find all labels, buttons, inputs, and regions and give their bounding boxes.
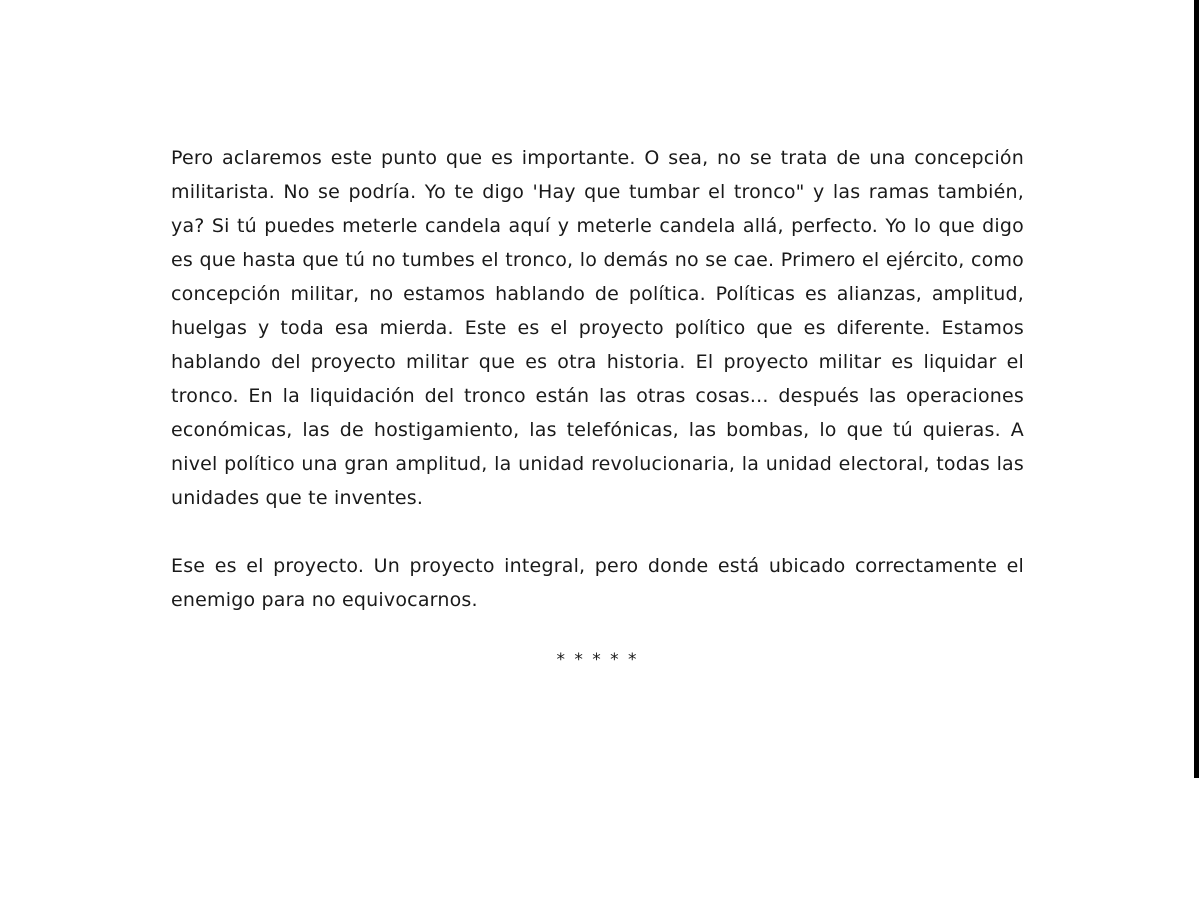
paragraph-1: Pero aclaremos este punto que es importante. O sea, no se trata de una concepción militarista. No se podría. Yo te digo 'Hay que tumbar el tronco" y las ramas también, ya? Si tú puedes meterle candela aquí y meterle candela allá, perfecto. Yo lo que digo es que hasta que tú no tumbes el tronco, lo demás no se cae. Primero el ejército, como concepción militar, no estamos hablando de política. Políticas es alianzas, amplitud, huelgas y toda esa mierda. Este es el proyecto político que es diferente. Estamos hablando del proyecto militar que es otra historia. El proyecto militar es liquidar el tronco. En la liquidación del tronco están las otras cosas... después las operaciones económicas, las de hostigamiento, las telefónicas, las bombas, lo que tú quieras. A nivel político una gran amplitud, la unidad revolucionaria, la unidad electoral, todas las unidades que te inventes. <box>171 147 1024 509</box>
document-body <box>171 141 1024 617</box>
section-separator: * * * * * <box>556 650 639 670</box>
page-edge-rule <box>1194 0 1199 778</box>
paragraph-spacer <box>171 515 1024 549</box>
paragraph-2: Ese es el proyecto. Un proyecto integral, pero donde está ubicado correctamente el enemigo para no equivocarnos. <box>171 555 1024 611</box>
